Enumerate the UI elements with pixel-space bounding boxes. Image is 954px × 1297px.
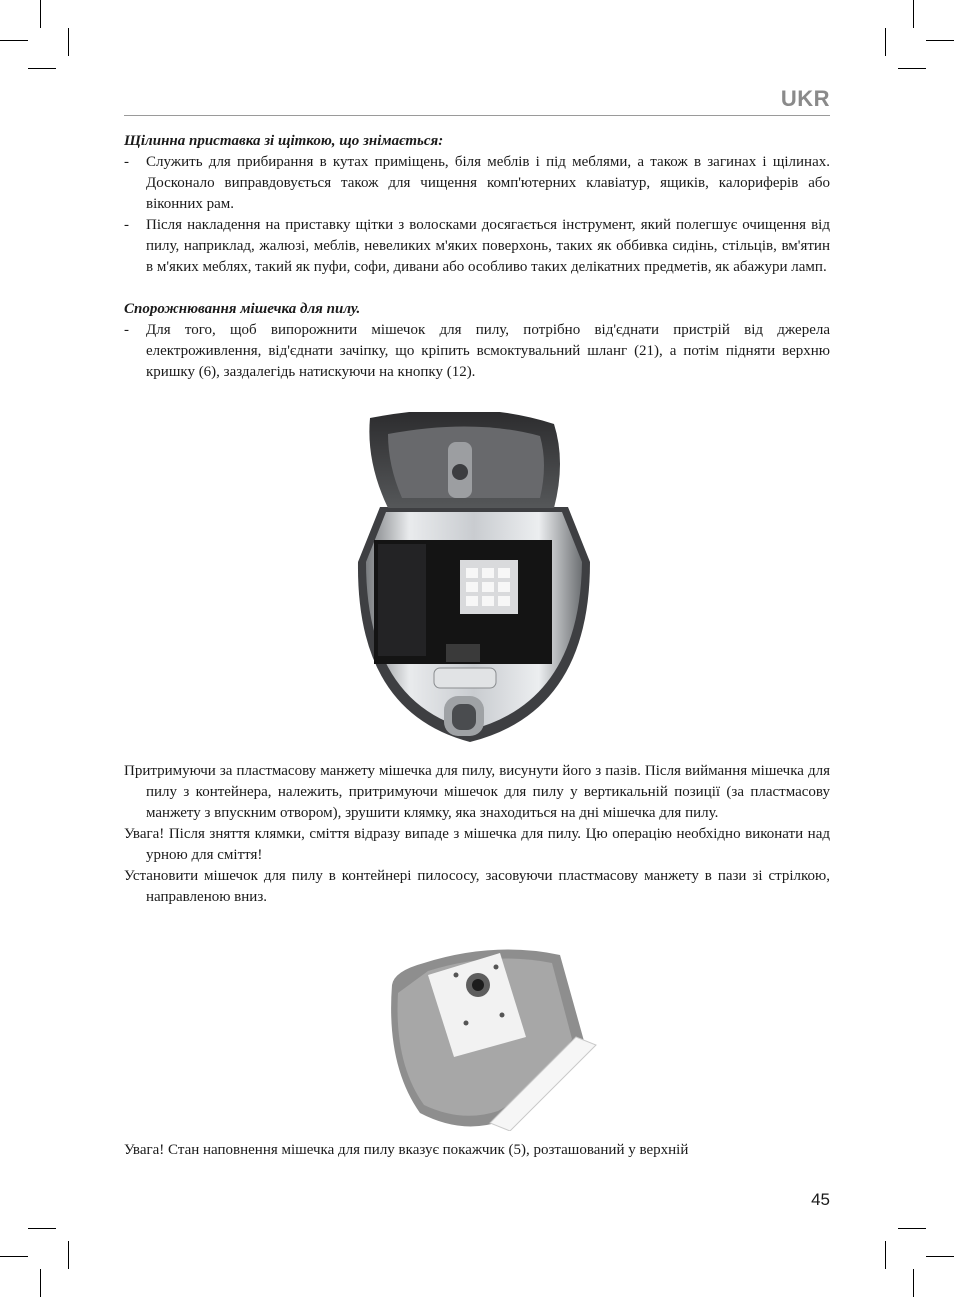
- crop-mark: [68, 1241, 69, 1269]
- warning-paragraph: Увага! Стан наповнення мішечка для пилу вказує покажчик (5), розташований у верхній: [124, 1142, 689, 1158]
- list-item: - Служить для прибирання в кутах приміщень, біля меблів і під меблями, а також в загинах і щілинах. Досконало виправдовується також для чищення комп'ютерних клавіатур, ящиків, калориферів або віконних рам.: [124, 154, 830, 212]
- section-title: Спорожнювання мішечка для пилу.: [124, 301, 361, 317]
- section-title: Щілинна приставка зі щіткою, що знімається:: [124, 133, 444, 149]
- crop-mark: [0, 1256, 28, 1257]
- list-item: - Після накладення на приставку щітки з волосками досягається інструмент, який полегшує очищення від пилу, наприклад, жалюзі, меблів, невеликих м'яких поверхонь, таких як оббивка сидінь, стільців, вм'ятин в м'яких меблях, такий як пуфи, софи, дивани або особливо таких делікатних предметів, як абажури ламп.: [124, 217, 830, 275]
- crop-mark: [913, 1269, 914, 1297]
- crop-mark: [898, 1228, 926, 1229]
- page-content: [124, 131, 830, 383]
- crop-mark: [40, 1269, 41, 1297]
- paragraph: Притримуючи за пластмасову манжету мішечка для пилу, висунути його з пазів. Після виймання мішечка для пилу з контейнера, належить, притримуючи мішечок для пилу у вертикальній позиції (за пластмасову манжету з впускним отвором), зрушити клямку, яка знаходиться на дні мішечка для пилу.: [124, 763, 830, 821]
- footer-paragraph-block: [124, 1140, 830, 1161]
- crop-mark: [913, 0, 914, 28]
- language-tag: UKR: [780, 86, 830, 111]
- crop-mark: [885, 1241, 886, 1269]
- vacuum-cleaner-illustration: [340, 412, 610, 748]
- header-rule: [124, 115, 830, 116]
- crop-mark: [68, 28, 69, 56]
- crop-mark: [898, 68, 926, 69]
- crop-mark: [40, 0, 41, 28]
- crop-mark: [28, 1228, 56, 1229]
- crop-mark: [926, 40, 954, 41]
- warning-paragraph: Увага! Після зняття клямки, сміття відразу випаде з мішечка для пилу. Цю операцію необхідно виконати над урною для сміття!: [124, 826, 830, 863]
- list-item: - Для того, щоб випорожнити мішечок для пилу, потрібно від'єднати пристрій від джерела електроживлення, від'єднати зачіпку, що кріпить всмоктувальний шланг (21), а потім підняти верхню кришку (6), заздалегідь натискуючи на кнопку (12).: [124, 322, 830, 380]
- crop-mark: [926, 1256, 954, 1257]
- page-number: 45: [811, 1190, 830, 1209]
- crop-mark: [885, 28, 886, 56]
- paragraph: Установити мішечок для пилу в контейнері пилососу, засовуючи пластмасову манжету в пази зі стрілкою, направленою вниз.: [124, 868, 830, 905]
- dust-bag-illustration: [384, 945, 602, 1131]
- crop-mark: [0, 40, 28, 41]
- crop-mark: [28, 68, 56, 69]
- instructions-block: [124, 761, 830, 908]
